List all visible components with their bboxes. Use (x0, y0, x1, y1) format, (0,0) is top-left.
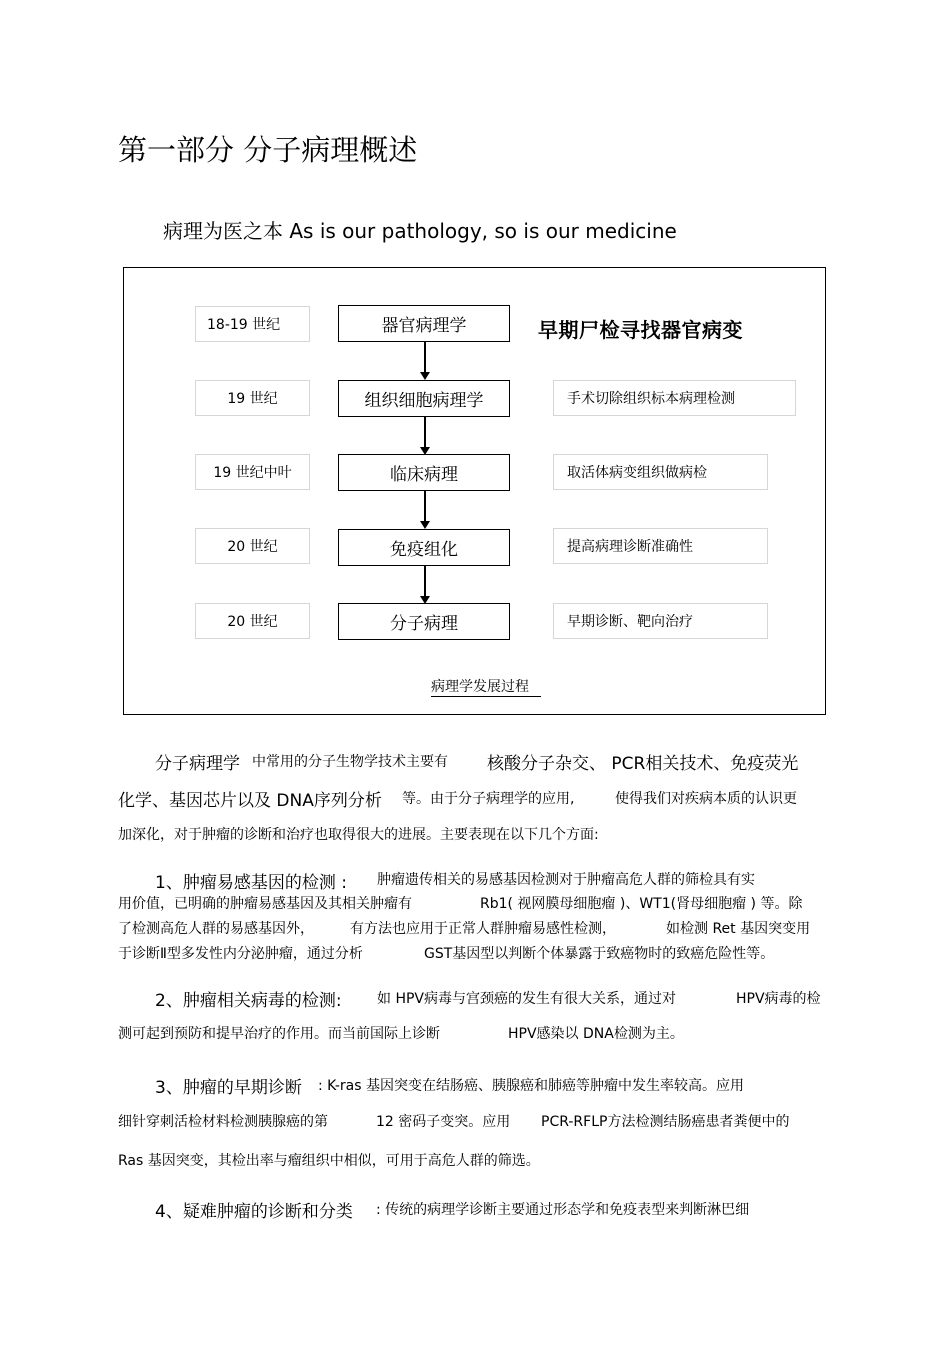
intro-text: 加深化，对于肿瘤的诊断和治疗也取得很大的进展。主要表现在以下几个方面: (118, 827, 599, 843)
section-text: 测可起到预防和提早治疗的作用。而当前国际上诊断 (118, 1026, 440, 1042)
intro-text: 化学、基因芯片以及 DNA序列分析 (118, 791, 382, 811)
section-text: HPV感染以 DNA检测为主。 (508, 1026, 684, 1042)
section-text: 于诊断Ⅱ型多发性内分泌肿瘤，通过分析 (118, 946, 363, 962)
intro-text: 分子病理学 (155, 754, 240, 774)
flow-arrow (424, 491, 426, 521)
section-text: Rb1( 视网膜母细胞瘤 )、WT1(肾母细胞瘤 ) 等。除 (480, 896, 803, 912)
intro-text: 中常用的分子生物学技术主要有 (252, 754, 448, 770)
stage-box: 组织细胞病理学 (338, 380, 510, 417)
flow-arrow (424, 342, 426, 372)
diagram-caption: 病理学发展过程 (431, 676, 541, 697)
intro-text: 使得我们对疾病本质的认识更 (615, 791, 797, 807)
era-box: 19 世纪 (195, 380, 310, 416)
section-heading: 3、肿瘤的早期诊断 (155, 1078, 302, 1098)
section-text: 如检测 Ret 基因突变用 (666, 921, 811, 937)
section-heading: 2、肿瘤相关病毒的检测: (155, 991, 342, 1011)
section-text: 细针穿刺活检材料检测胰腺癌的第 (118, 1114, 328, 1130)
section-text: 用价值，已明确的肿瘤易感基因及其相关肿瘤有 (118, 896, 412, 912)
intro-text: 核酸分子杂交、 PCR相关技术、免疫荧光 (487, 754, 799, 774)
section-text: 12 密码子变突。应用 (376, 1114, 511, 1130)
section-text: GST基因型以判断个体暴露于致癌物时的致癌危险性等。 (424, 946, 775, 962)
stage-description: 早期尸检寻找器官病变 (538, 318, 743, 342)
page-title: 第一部分 分子病理概述 (118, 133, 418, 167)
stage-description: 取活体病变组织做病检 (553, 454, 768, 490)
stage-description: 早期诊断、靶向治疗 (553, 603, 768, 639)
section-text: 肿瘤遗传相关的易感基因检测对于肿瘤高危人群的筛检具有实 (377, 872, 755, 888)
section-text: : K-ras 基因突变在结肠癌、胰腺癌和肺癌等肿瘤中发生率较高。应用 (318, 1078, 745, 1094)
stage-box: 分子病理 (338, 603, 510, 640)
intro-text: 等。由于分子病理学的应用, (402, 791, 575, 807)
section-text: 如 HPV病毒与宫颈癌的发生有很大关系，通过对 (377, 991, 676, 1007)
stage-box: 器官病理学 (338, 305, 510, 342)
flow-arrow (424, 417, 426, 447)
flow-arrow (424, 566, 426, 596)
section-text: 了检测高危人群的易感基因外， (118, 921, 314, 937)
section-text: PCR-RFLP方法检测结肠癌患者粪便中的 (541, 1114, 790, 1130)
stage-description: 手术切除组织标本病理检测 (553, 380, 796, 416)
section-heading: 4、疑难肿瘤的诊断和分类 (155, 1202, 353, 1222)
section-text: : 传统的病理学诊断主要通过形态学和免疫表型来判断淋巴细 (376, 1202, 750, 1218)
era-box: 19 世纪中叶 (195, 454, 310, 490)
page-subtitle: 病理为医之本 As is our pathology, so is our medicine (163, 219, 677, 243)
stage-box: 临床病理 (338, 454, 510, 491)
section-text: HPV病毒的检 (736, 991, 821, 1007)
section-text: 有方法也应用于正常人群肿瘤易感性检测， (350, 921, 616, 937)
era-box: 20 世纪 (195, 528, 310, 564)
section-text: Ras 基因突变，其检出率与瘤组织中相似，可用于高危人群的筛选。 (118, 1153, 540, 1169)
stage-box: 免疫组化 (338, 529, 510, 566)
stage-description: 提高病理诊断准确性 (553, 528, 768, 564)
era-box: 20 世纪 (195, 603, 310, 639)
era-box: 18-19 世纪 (195, 306, 310, 342)
section-heading: 1、肿瘤易感基因的检测 : (155, 873, 347, 893)
